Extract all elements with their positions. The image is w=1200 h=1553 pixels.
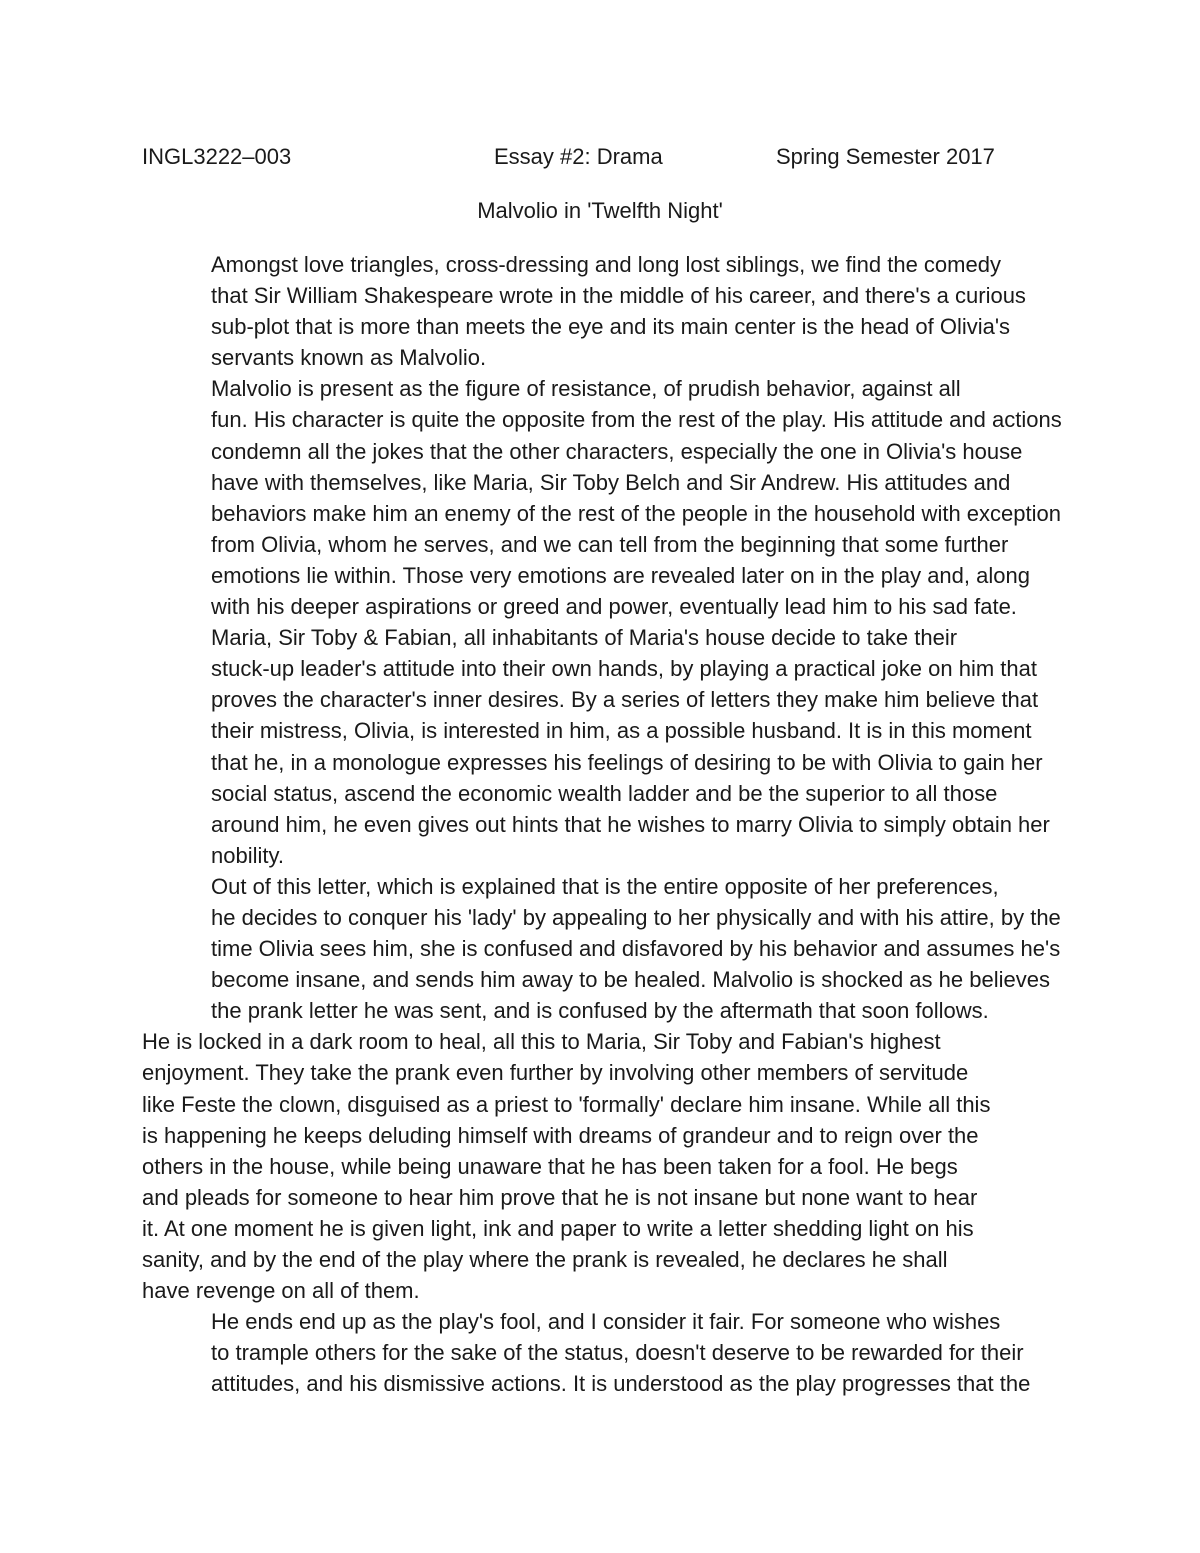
paragraph-line: to trample others for the sake of the status, doesn't deserve to be rewarded for their	[211, 1340, 1024, 1366]
paragraph	[142, 373, 1062, 622]
paragraph-line: proves the character's inner desires. By a series of letters they make him believe that	[211, 687, 1039, 713]
paragraph-line: fun. His character is quite the opposite from the rest of the play. His attitude and actions	[211, 407, 1062, 433]
paragraph-line: Amongst love triangles, cross-dressing and long lost siblings, we find the comedy	[211, 252, 1001, 277]
paragraph-line: Out of this letter, which is explained that is the entire opposite of her preferences,	[211, 873, 999, 899]
paragraph-line: and pleads for someone to hear him prove that he is not insane but none want to hear	[142, 1184, 978, 1210]
paragraph	[142, 249, 1058, 373]
paragraph-line: around him, he even gives out hints that he wishes to marry Olivia to simply obtain her	[211, 811, 1050, 837]
paragraph	[142, 1306, 1058, 1399]
paragraph-line: he decides to conquer his 'lady' by appealing to her physically and with his attire, by the	[211, 904, 1061, 930]
paragraph-line: like Feste the clown, disguised as a priest to 'formally' declare him insane. While all this	[142, 1091, 991, 1117]
paragraph-line: emotions lie within. Those very emotions are revealed later on in the play and, along	[211, 562, 1030, 588]
header-row	[0, 142, 1200, 172]
paragraph-line: it. At one moment he is given light, ink and paper to write a letter shedding light on his	[142, 1215, 974, 1241]
paragraph-line: servants known as Malvolio.	[211, 345, 487, 371]
paragraph-line: that Sir William Shakespeare wrote in the middle of his career, and there's a curious	[211, 283, 1026, 309]
paragraph-line: stuck-up leader's attitude into their own hands, by playing a practical joke on him that	[211, 656, 1037, 682]
paragraph-line: attitudes, and his dismissive actions. It is understood as the play progresses that the	[211, 1371, 1031, 1397]
paragraph-line: have revenge on all of them.	[142, 1278, 420, 1304]
paragraph-line: social status, ascend the economic wealth ladder and be the superior to all those	[211, 780, 998, 806]
course-code: INGL3222–003	[142, 144, 292, 169]
paragraph-line: Maria, Sir Toby & Fabian, all inhabitants of Maria's house decide to take their	[211, 625, 958, 651]
paragraph-line: is happening he keeps deluding himself with dreams of grandeur and to reign over the	[142, 1122, 979, 1148]
paragraph-line: enjoyment. They take the prank even further by involving other members of servitude	[142, 1060, 969, 1086]
paragraph-line: He ends end up as the play's fool, and I consider it fair. For someone who wishes	[211, 1309, 1001, 1335]
paragraph-line: become insane, and sends him away to be healed. Malvolio is shocked as he believes	[211, 967, 1050, 993]
paragraph-line: others in the house, while being unaware that he has been taken for a fool. He begs	[142, 1153, 958, 1179]
paragraph-line: their mistress, Olivia, is interested in him, as a possible husband. It is in this moment	[211, 718, 1032, 744]
paragraph-line: Malvolio is present as the figure of resistance, of prudish behavior, against all	[211, 376, 961, 402]
paragraph-line: nobility.	[211, 842, 284, 868]
essay-body	[142, 249, 1062, 1399]
essay-label: Essay #2: Drama	[494, 144, 663, 169]
semester-label: Spring Semester 2017	[776, 144, 995, 169]
paragraph-line: sub-plot that is more than meets the eye and its main center is the head of Olivia's	[211, 314, 1011, 340]
paragraph-line: from Olivia, whom he serves, and we can tell from the beginning that some further	[211, 531, 1009, 557]
essay-title: Malvolio in 'Twelfth Night'	[477, 198, 723, 223]
paragraph-line: behaviors make him an enemy of the rest of the people in the household with exception	[211, 500, 1061, 526]
paragraph-line: sanity, and by the end of the play where the prank is revealed, he declares he shall	[142, 1247, 948, 1272]
paragraph	[142, 622, 1058, 871]
paragraph	[142, 871, 1061, 1026]
paragraph-line: condemn all the jokes that the other characters, especially the one in Olivia's house	[211, 438, 1023, 464]
paragraph-line: time Olivia sees him, she is confused and disfavored by his behavior and assumes he's	[211, 936, 1061, 962]
paragraph-line: He is locked in a dark room to heal, all this to Maria, Sir Toby and Fabian's highest	[142, 1029, 941, 1055]
paragraph-line: that he, in a monologue expresses his feelings of desiring to be with Olivia to gain her	[211, 749, 1043, 775]
paragraph-line: have with themselves, like Maria, Sir Toby Belch and Sir Andrew. His attitudes and	[211, 469, 1011, 495]
paragraph	[142, 1026, 1058, 1306]
paragraph-line: with his deeper aspirations or greed and power, eventually lead him to his sad fate.	[211, 594, 1017, 620]
paragraph-line: the prank letter he was sent, and is confused by the aftermath that soon follows.	[211, 998, 989, 1024]
